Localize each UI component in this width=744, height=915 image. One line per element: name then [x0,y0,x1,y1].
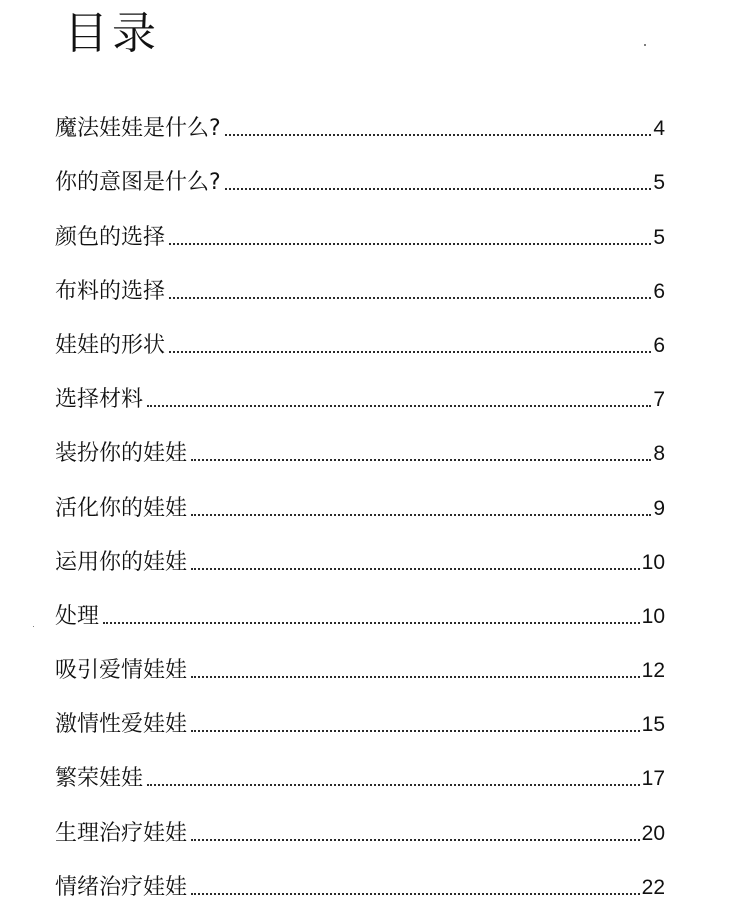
toc-entry-label: 活化你的娃娃 [55,495,188,521]
toc-entry-page-number: 20 [641,821,665,845]
toc-entry-label: 你的意图是什么? [55,170,221,196]
dot-leader [147,405,651,407]
toc-entry[interactable] [55,752,665,806]
toc-entry[interactable] [55,861,665,915]
dot-leader [191,730,640,732]
toc-entry[interactable] [55,806,665,860]
toc-entry-label: 运用你的娃娃 [55,549,188,575]
toc-entry-label: 吸引爱情娃娃 [55,658,188,684]
dot-leader [225,188,652,190]
toc-entry[interactable] [55,210,665,264]
toc-entry[interactable] [55,590,665,644]
toc-entry[interactable] [55,265,665,319]
toc-entry-page-number: 5 [653,171,665,195]
toc-entry[interactable] [55,481,665,535]
dot-leader [169,297,651,299]
toc-entry-label: 激情性爱娃娃 [55,712,188,738]
dot-leader [191,459,651,461]
dot-leader [191,839,640,841]
toc-entry-label: 繁荣娃娃 [55,766,144,792]
scan-speck [644,44,646,46]
toc-list [55,102,665,915]
toc-entry-page-number: 4 [653,117,665,141]
toc-entry-label: 娃娃的形状 [55,332,166,358]
toc-entry-page-number: 10 [641,604,665,628]
dot-leader [191,676,640,678]
dot-leader [169,243,651,245]
toc-entry[interactable] [55,156,665,210]
toc-entry-label: 颜色的选择 [55,224,166,250]
dot-leader [147,784,640,786]
toc-entry-page-number: 6 [653,279,665,303]
toc-entry-page-number: 5 [653,225,665,249]
toc-entry-label: 生理治疗娃娃 [55,820,188,846]
dot-leader [191,514,651,516]
toc-entry-page-number: 6 [653,333,665,357]
page-title: 目录 [64,8,160,59]
toc-entry[interactable] [55,698,665,752]
toc-entry-page-number: 7 [653,388,665,412]
toc-entry-label: 魔法娃娃是什么? [55,116,221,142]
toc-entry-page-number: 17 [641,767,665,791]
toc-entry-label: 装扮你的娃娃 [55,441,188,467]
toc-entry-label: 情绪治疗娃娃 [55,874,188,900]
toc-entry[interactable] [55,102,665,156]
toc-entry-page-number: 8 [653,442,665,466]
toc-entry[interactable] [55,644,665,698]
dot-leader [191,893,640,895]
toc-entry[interactable] [55,319,665,373]
dot-leader [191,568,640,570]
scan-speck [33,626,34,627]
toc-entry-label: 处理 [55,603,100,629]
toc-entry-page-number: 10 [641,550,665,574]
toc-entry-label: 布料的选择 [55,278,166,304]
toc-entry-page-number: 9 [653,496,665,520]
toc-entry[interactable] [55,536,665,590]
toc-entry[interactable] [55,373,665,427]
toc-entry-page-number: 12 [641,659,665,683]
toc-entry[interactable] [55,427,665,481]
dot-leader [103,622,640,624]
toc-entry-page-number: 22 [641,875,665,899]
dot-leader [225,134,652,136]
dot-leader [169,351,651,353]
toc-entry-label: 选择材料 [55,387,144,413]
toc-entry-page-number: 15 [641,713,665,737]
